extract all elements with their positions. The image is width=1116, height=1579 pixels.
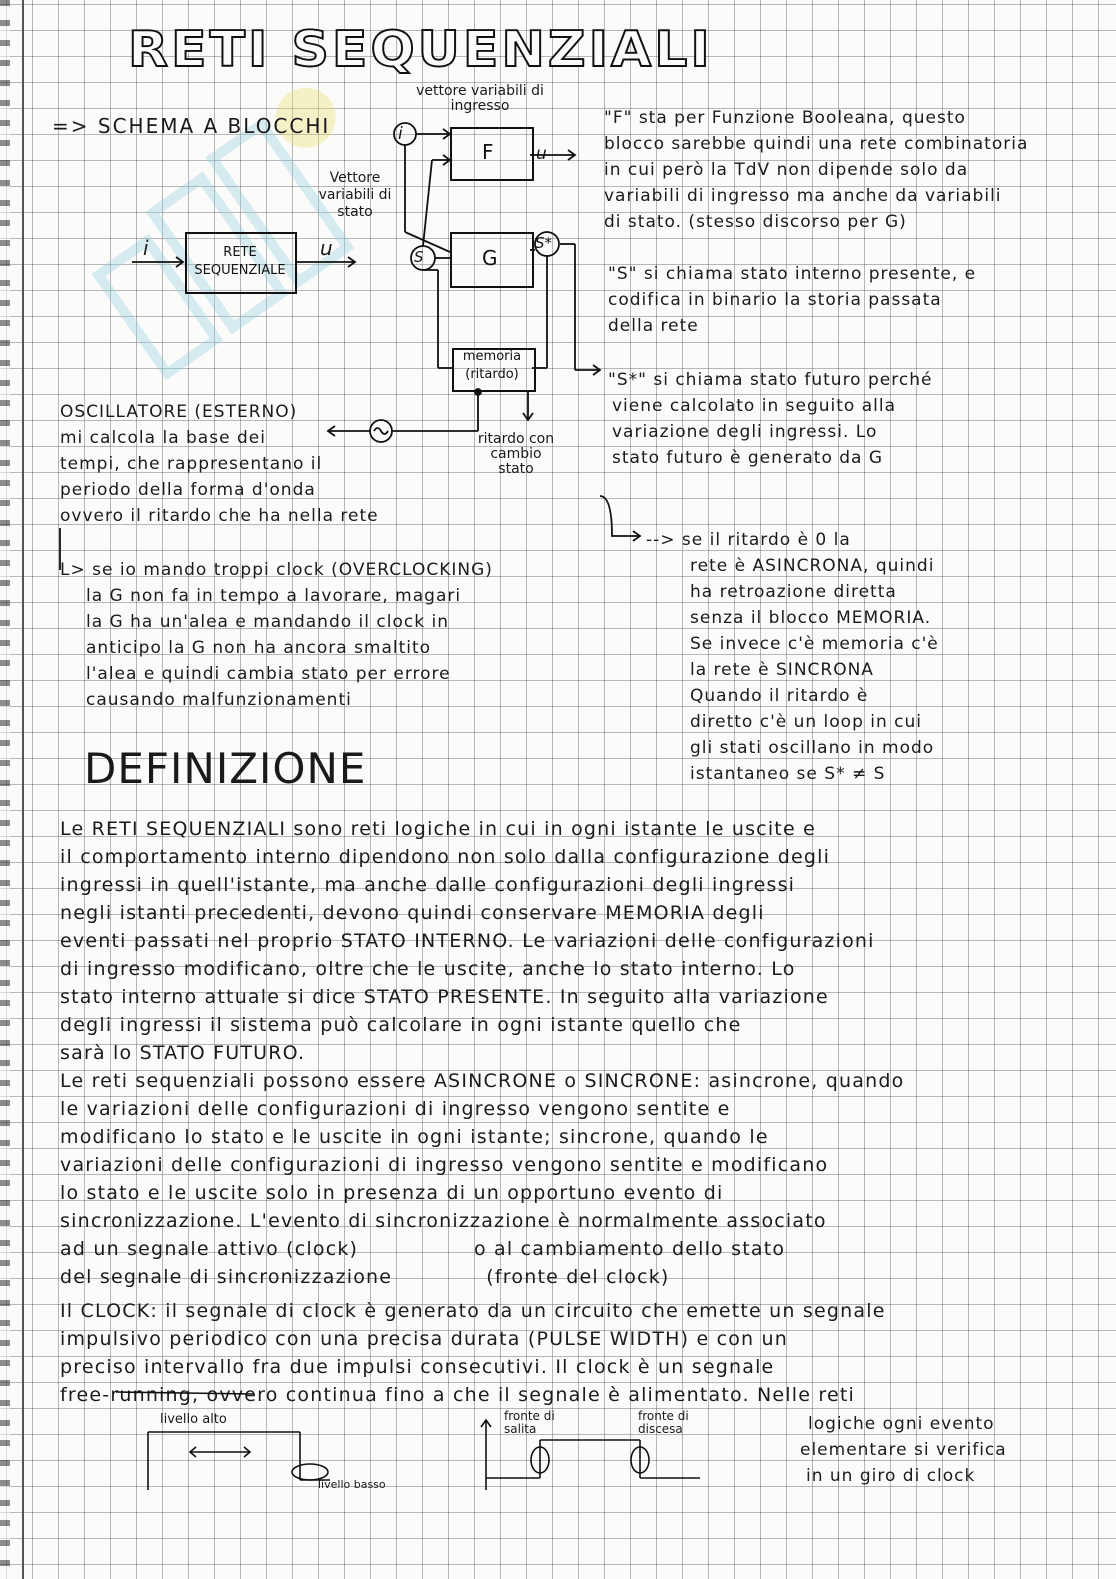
def-line: sincronizzazione. L'evento di sincronizzazione è normalmente associato xyxy=(60,1210,827,1232)
output-u-label: u xyxy=(320,236,333,260)
async-line: istantaneo se S* ≠ S xyxy=(690,764,886,784)
def-line: modificano lo stato e le uscite in ogni istante; sincrone, quando le xyxy=(60,1126,769,1148)
def-line: di ingresso modificano, oltre che le uscite, anche lo stato interno. Lo xyxy=(60,958,796,980)
def-line: degli ingressi il sistema può calcolare in ogni istante quello che xyxy=(60,1014,742,1036)
def-line: negli istanti precedenti, devono quindi conservare MEMORIA degli xyxy=(60,902,765,924)
clock-line: free-running, ovvero continua fino a che il segnale è alimentato. Nelle reti xyxy=(60,1384,855,1406)
block-memoria-label: memoria (ritardo) xyxy=(462,349,522,382)
side-note-line: logiche ogni evento xyxy=(808,1414,995,1434)
osc-line: periodo della forma d'onda xyxy=(60,480,316,500)
note-line: codifica in binario la storia passata xyxy=(608,290,942,310)
side-note-line: in un giro di clock xyxy=(806,1466,976,1486)
def-line: ad un segnale attivo (clock) o al cambiamento dello stato xyxy=(60,1238,786,1260)
def-line: il comportamento interno dipendono non solo dalla configurazione degli xyxy=(60,846,831,868)
def-line: ingressi in quell'istante, ma anche dalle configurazioni degli ingressi xyxy=(60,874,796,896)
section-title-definizione: DEFINIZIONE xyxy=(84,744,367,793)
block-rete-label: RETE SEQUENZIALE xyxy=(194,245,286,278)
note-line: "S*" si chiama stato futuro perché xyxy=(608,370,933,390)
clock-line: preciso intervallo fra due impulsi consecutivi. Il clock è un segnale xyxy=(60,1356,775,1378)
label-fronte-discesa: fronte di discesa xyxy=(638,1409,689,1436)
block-f-label: F xyxy=(482,140,494,164)
label-vettore-stato: Vettore variabili di stato xyxy=(318,170,392,220)
osc-line: tempi, che rappresentano il xyxy=(60,454,323,474)
def-line: Le RETI SEQUENZIALI sono reti logiche in cui in ogni istante le uscite e xyxy=(60,818,816,840)
def-line: lo stato e le uscite solo in presenza di un opportuno evento di xyxy=(60,1182,724,1204)
async-line: Quando il ritardo è xyxy=(690,686,869,706)
async-line: diretto c'è un loop in cui xyxy=(690,712,923,732)
osc-line: OSCILLATORE (ESTERNO) xyxy=(60,402,298,422)
async-line: --> se il ritardo è 0 la xyxy=(646,530,851,550)
label-livello-alto: livello alto xyxy=(160,1412,227,1427)
note-line: in cui però la TdV non dipende solo da xyxy=(604,160,969,180)
overclock-line: l'alea e quindi cambia stato per errore xyxy=(86,664,451,684)
binder-holes xyxy=(0,0,10,1579)
page-title: RETI SEQUENZIALI xyxy=(128,21,713,79)
note-line: viene calcolato in seguito alla xyxy=(612,396,896,416)
margin-line xyxy=(22,0,24,1579)
note-line: blocco sarebbe quindi una rete combinatoria xyxy=(604,134,1029,154)
overclock-line: L> se io mando troppi clock (OVERCLOCKING) xyxy=(60,560,493,580)
ritardo-note: ritardo con cambio stato xyxy=(477,431,555,477)
async-line: senza il blocco MEMORIA. xyxy=(690,608,932,628)
async-line: ha retroazione diretta xyxy=(690,582,897,602)
def-line: eventi passati nel proprio STATO INTERNO. Le variazioni delle configurazioni xyxy=(60,930,875,952)
def-line: Le reti sequenziali possono essere ASINCRONE o SINCRONE: asincrone, quando xyxy=(60,1070,905,1092)
overclock-line: la G ha un'alea e mandando il clock in xyxy=(86,612,449,632)
def-line: sarà lo STATO FUTURO. xyxy=(60,1042,306,1064)
note-line: della rete xyxy=(608,316,699,336)
clock-line: impulsivo periodico con una precisa durata (PULSE WIDTH) e con un xyxy=(60,1328,789,1350)
input-i-f-label: i xyxy=(398,124,403,144)
osc-line: mi calcola la base dei xyxy=(60,428,266,448)
label-vettore-ingresso: vettore variabili di ingresso xyxy=(416,83,544,114)
note-line: stato futuro è generato da G xyxy=(612,448,884,468)
label-fronte-salita: fronte di salita xyxy=(504,1409,555,1436)
async-line: rete è ASINCRONA, quindi xyxy=(690,556,935,576)
overclock-line: la G non fa in tempo a lavorare, magari xyxy=(86,586,462,606)
note-line: "S" si chiama stato interno presente, e xyxy=(608,264,977,284)
block-g-label: G xyxy=(482,246,498,270)
def-line: del segnale di sincronizzazione (fronte del clock) xyxy=(60,1266,670,1288)
state-s-label: S xyxy=(414,248,424,266)
note-line: di stato. (stesso discorso per G) xyxy=(604,212,907,232)
note-line: variabili di ingresso ma anche da variabili xyxy=(604,186,1002,206)
note-line: "F" sta per Funzione Booleana, questo xyxy=(604,108,966,128)
def-line: stato interno attuale si dice STATO PRESENTE. In seguito alla variazione xyxy=(60,986,829,1008)
side-note-line: elementare si verifica xyxy=(800,1440,1007,1460)
overclock-line: causando malfunzionamenti xyxy=(86,690,352,710)
overclock-line: anticipo la G non ha ancora smaltito xyxy=(86,638,432,658)
label-livello-basso: livello basso xyxy=(318,1478,386,1491)
def-line: variazioni delle configurazioni di ingresso vengono sentite e modificano xyxy=(60,1154,829,1176)
diagram-heading: => SCHEMA A BLOCCHI xyxy=(52,114,331,138)
async-line: Se invece c'è memoria c'è xyxy=(690,634,939,654)
clock-line: Il CLOCK: il segnale di clock è generato da un circuito che emette un segnale xyxy=(60,1300,886,1322)
state-s-star-label: S* xyxy=(535,234,553,252)
def-line: le variazioni delle configurazioni di ingresso vengono sentite e xyxy=(60,1098,731,1120)
input-i-label: i xyxy=(143,236,149,260)
async-line: gli stati oscillano in modo xyxy=(690,738,935,758)
note-line: variazione degli ingressi. Lo xyxy=(612,422,878,442)
output-u-f-label: u xyxy=(536,144,547,164)
async-line: la rete è SINCRONA xyxy=(690,660,874,680)
osc-line: ovvero il ritardo che ha nella rete xyxy=(60,506,379,526)
